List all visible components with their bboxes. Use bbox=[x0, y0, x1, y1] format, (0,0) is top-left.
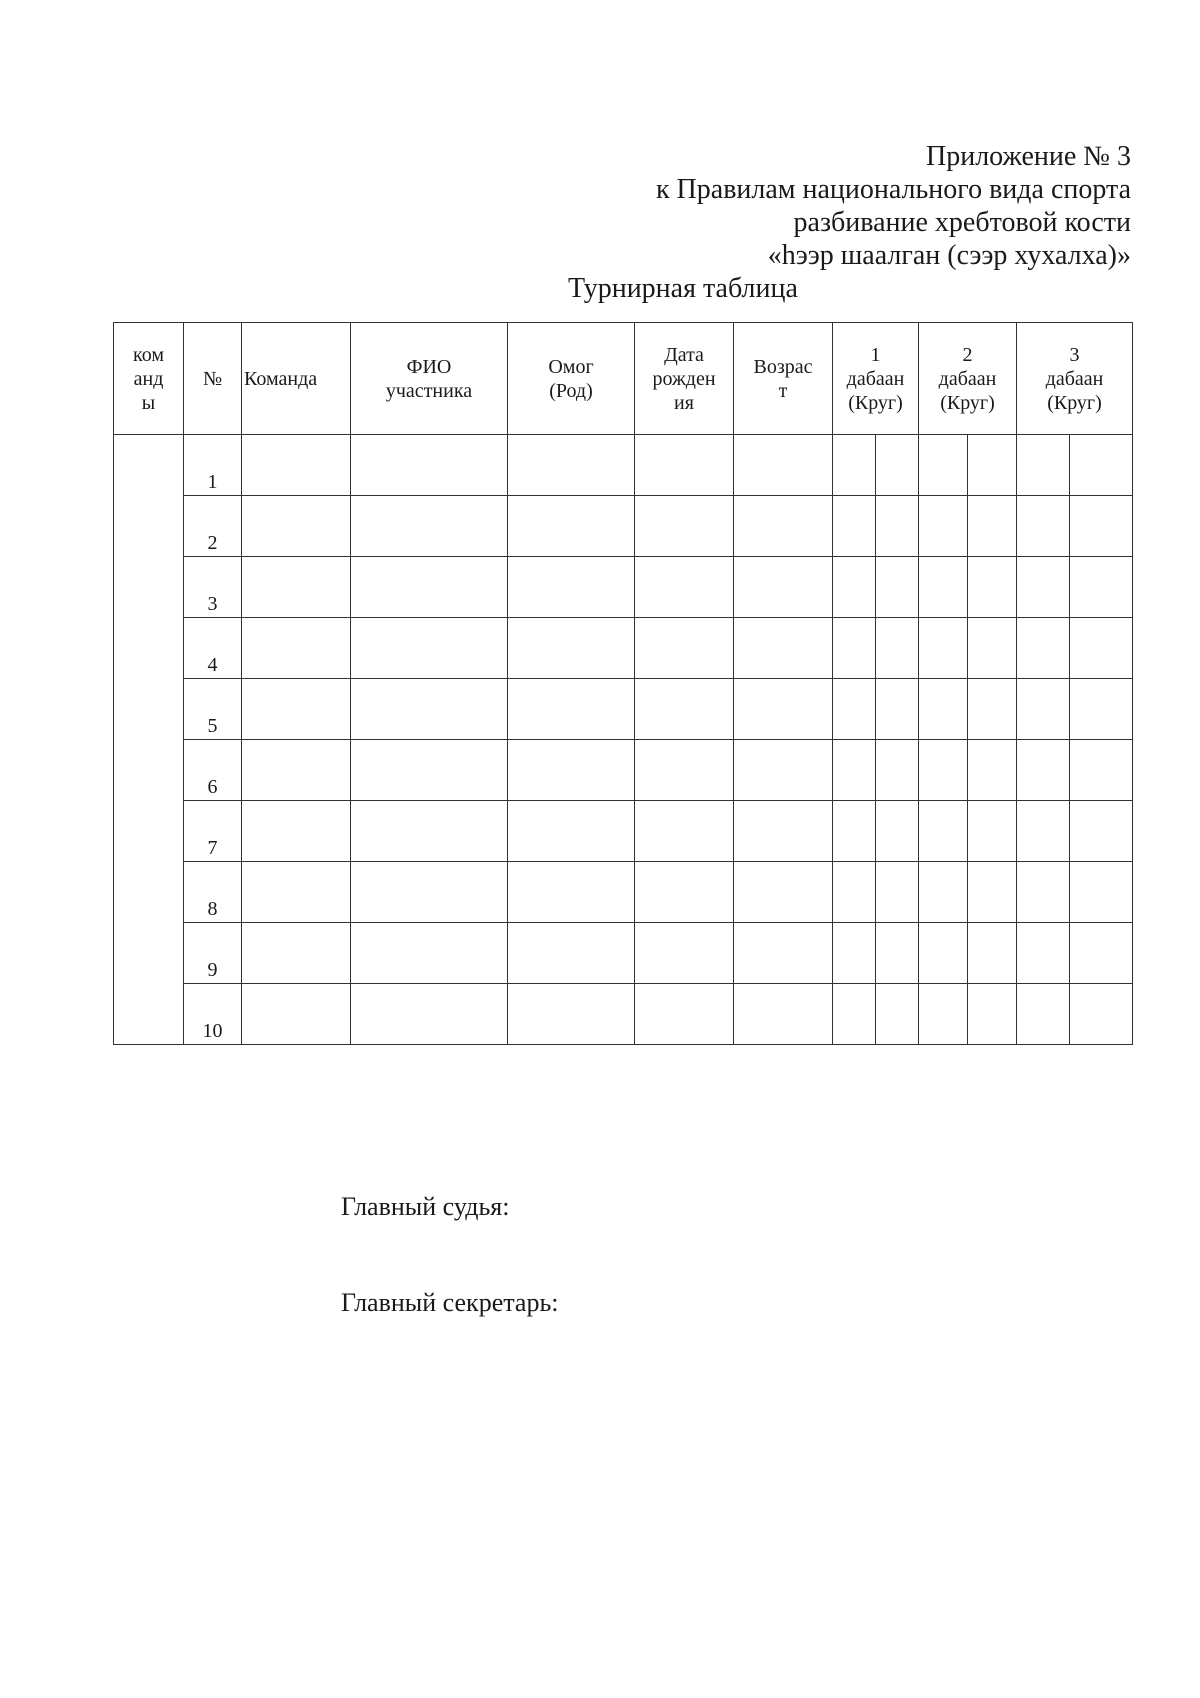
table-row bbox=[114, 801, 1133, 862]
table-row bbox=[114, 435, 1133, 496]
appendix-number: Приложение № 3 bbox=[926, 141, 1131, 172]
row-number: 9 bbox=[184, 923, 242, 984]
tournament-table bbox=[113, 322, 1133, 1045]
row-number: 1 bbox=[184, 435, 242, 496]
header-age: Возрас т bbox=[734, 323, 833, 435]
table-title: Турнирная таблица bbox=[568, 273, 798, 304]
header-round-1: 1 дабаан (Круг) bbox=[833, 323, 919, 435]
table-body bbox=[114, 435, 1133, 1045]
row-number: 8 bbox=[184, 862, 242, 923]
row-number: 3 bbox=[184, 557, 242, 618]
table-row bbox=[114, 923, 1133, 984]
table-row bbox=[114, 679, 1133, 740]
chief-judge-label: Главный судья: bbox=[341, 1192, 510, 1221]
table-row bbox=[114, 984, 1133, 1045]
table-row bbox=[114, 496, 1133, 557]
row-number: 6 bbox=[184, 740, 242, 801]
header-birth-date: Дата рожден ия bbox=[635, 323, 734, 435]
table-row bbox=[114, 618, 1133, 679]
appendix-sport-name: «hээр шаалган (сээр хухалха)» bbox=[767, 240, 1131, 271]
row-number: 2 bbox=[184, 496, 242, 557]
header-clan: Омог (Род) bbox=[508, 323, 635, 435]
header-number: № bbox=[184, 323, 242, 435]
appendix-header bbox=[656, 140, 1131, 272]
header-team: Команда bbox=[242, 323, 351, 435]
row-number: 5 bbox=[184, 679, 242, 740]
table-header-row bbox=[114, 323, 1133, 435]
appendix-sport-line: разбивание хребтовой кости bbox=[793, 207, 1131, 238]
header-teams: ком анд ы bbox=[114, 323, 184, 435]
table-row bbox=[114, 862, 1133, 923]
chief-secretary-label: Главный секретарь: bbox=[341, 1288, 559, 1317]
row-number: 10 bbox=[184, 984, 242, 1045]
row-number: 4 bbox=[184, 618, 242, 679]
header-participant-name: ФИО участника bbox=[351, 323, 508, 435]
header-round-3: 3 дабаан (Круг) bbox=[1017, 323, 1133, 435]
appendix-rules-line: к Правилам национального вида спорта bbox=[655, 174, 1131, 205]
teams-cell bbox=[114, 435, 184, 1045]
row-number: 7 bbox=[184, 801, 242, 862]
header-round-2: 2 дабаан (Круг) bbox=[919, 323, 1017, 435]
table-row bbox=[114, 740, 1133, 801]
table-row bbox=[114, 557, 1133, 618]
